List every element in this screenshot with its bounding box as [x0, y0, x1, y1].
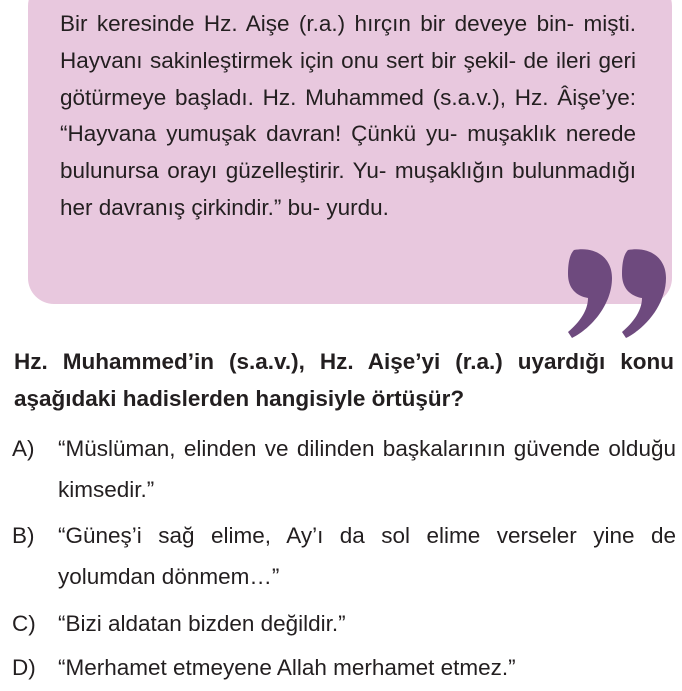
option-letter: C) — [12, 611, 36, 636]
question-line: Hz. Muhammed’in (s.a.v.), Hz. Aişe’yi (r.a.) uyardığı — [14, 349, 606, 374]
option-text — [58, 647, 676, 688]
option-a[interactable] — [12, 428, 676, 510]
option-line: “Merhamet etmeyene Allah merhamet etmez.” — [58, 655, 516, 680]
passage-line: Hz. Âişe’ye: “Hayvana yumuşak davran! Çünkü yu- — [60, 84, 636, 147]
option-text — [58, 515, 676, 597]
option-text — [58, 428, 676, 510]
passage-text — [60, 6, 636, 227]
option-letter: D) — [12, 655, 36, 680]
option-line: yolumdan dönmem…” — [58, 564, 280, 589]
passage-line: muşaklık nerede bulunursa orayı güzelleştirir. Yu- — [60, 121, 636, 184]
option-line: “Güneş’i sağ elime, Ay’ı da sol elime verseler yine de — [58, 523, 676, 548]
option-line: “Müslüman, elinden ve dilinden başkalarının güvende — [58, 436, 601, 461]
option-d[interactable] — [12, 647, 676, 688]
option-b[interactable] — [12, 515, 676, 597]
option-letter: B) — [12, 523, 35, 548]
option-letter: A) — [12, 436, 35, 461]
passage-line: yurdu. — [326, 194, 389, 220]
passage-line: de ileri geri götürmeye başladı. Hz. Muhammed (s.a.v.), — [60, 47, 636, 110]
question-text — [14, 343, 674, 417]
passage-line: mişti. Hayvanı sakinleştirmek için onu sert bir şekil- — [60, 11, 636, 73]
option-line: “Bizi aldatan bizden değildir.” — [58, 611, 346, 636]
question-line: konu aşağıdaki hadislerden hangisiyle örtüşür? — [14, 349, 674, 411]
option-line: olduğu kimsedir.” — [58, 436, 676, 502]
closing-quote-icon — [566, 248, 674, 340]
passage-line: muşaklığın bulunmadığı her davranış çirkindir.” bu- — [60, 158, 636, 220]
option-text — [58, 603, 676, 644]
passage-line: Bir keresinde Hz. Aişe (r.a.) hırçın bir deveye bin- — [60, 11, 575, 36]
option-c[interactable] — [12, 603, 676, 644]
